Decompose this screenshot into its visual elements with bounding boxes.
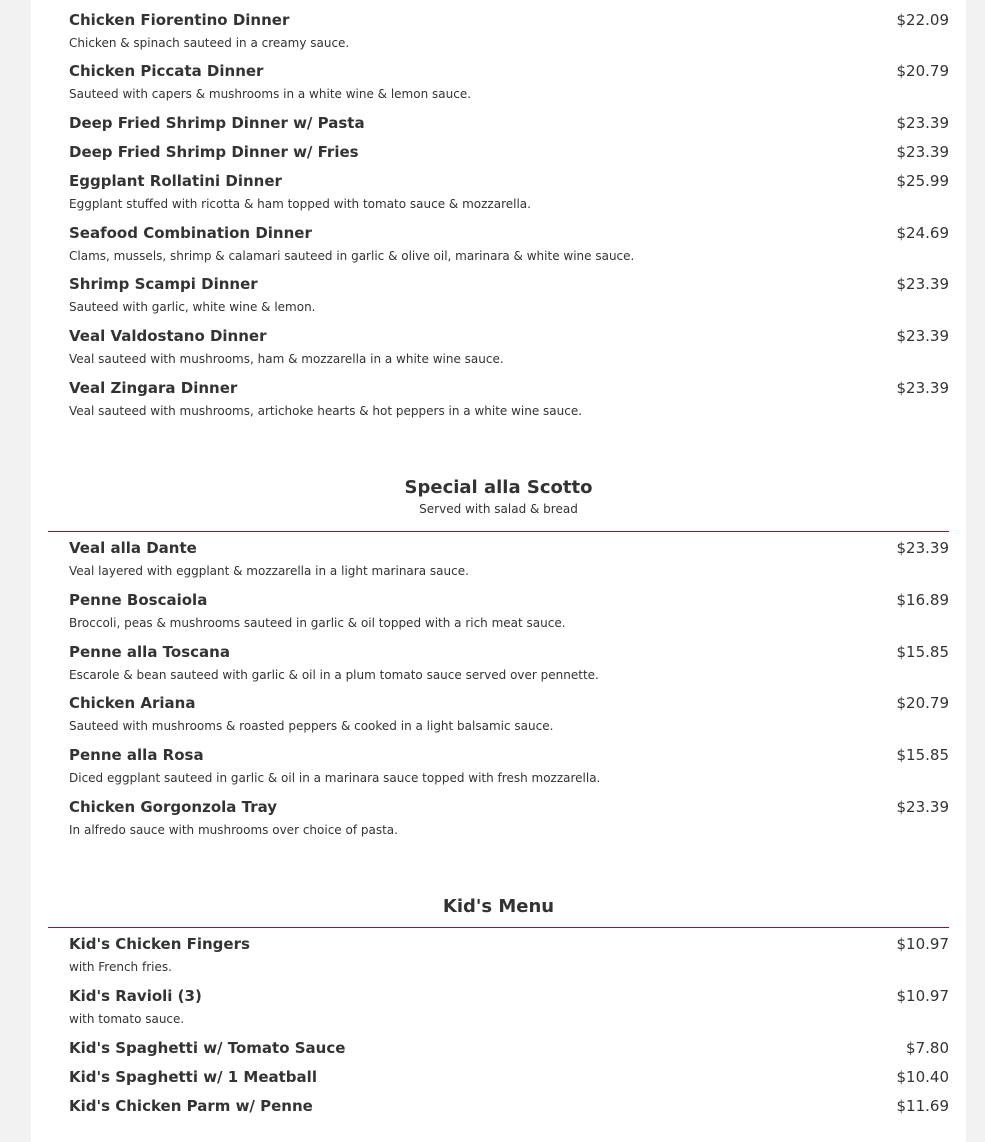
menu-item-row (69, 934, 949, 954)
menu-item-price: $23.39 (896, 327, 949, 345)
menu-item-row (69, 693, 949, 713)
menu-item-name: Shrimp Scampi Dinner (69, 275, 258, 293)
menu-item[interactable] (48, 326, 949, 368)
menu-item-price: $11.69 (896, 1097, 949, 1115)
menu-item-name: Kid's Chicken Fingers (69, 935, 250, 953)
menu-item[interactable] (48, 223, 949, 265)
menu-item-name: Veal Zingara Dinner (69, 379, 238, 397)
menu-item[interactable] (48, 10, 949, 52)
menu-item-description: with tomato sauce. (69, 1012, 185, 1026)
menu-item-price: $23.39 (896, 114, 949, 132)
menu-item[interactable] (48, 274, 949, 316)
menu-item-row (69, 1067, 949, 1087)
category-header (48, 476, 949, 518)
menu-item[interactable] (48, 61, 949, 103)
menu-item-row (69, 171, 949, 191)
menu-item-row (69, 142, 949, 162)
category-title: Kid's Menu (442, 896, 555, 917)
menu-item[interactable] (48, 590, 949, 632)
menu-item-row (69, 986, 949, 1006)
menu-item[interactable] (48, 934, 949, 976)
menu-page (31, 0, 966, 1142)
menu-item-price: $7.80 (906, 1039, 949, 1057)
menu-item-name: Eggplant Rollatini Dinner (69, 172, 282, 190)
menu-item-row (69, 1038, 949, 1058)
menu-item-name: Kid's Spaghetti w/ Tomato Sauce (69, 1039, 346, 1057)
menu-item-price: $23.39 (896, 539, 949, 557)
menu-item-price: $20.79 (896, 62, 949, 80)
menu-item-row (69, 590, 949, 610)
menu-item-price: $10.97 (896, 987, 949, 1005)
menu-item-row (69, 223, 949, 243)
menu-item-description: In alfredo sauce with mushrooms over choice of pasta. (69, 823, 398, 837)
menu-item-price: $25.99 (896, 172, 949, 190)
menu-item-description: Broccoli, peas & mushrooms sauteed in garlic & oil topped with a rich meat sauce. (69, 616, 566, 630)
menu-item-row (69, 326, 949, 346)
menu-item-row (69, 1096, 949, 1116)
menu-item-description: Escarole & bean sauteed with garlic & oil in a plum tomato sauce served over pennette. (69, 668, 599, 682)
menu-item-row (69, 10, 949, 30)
menu-item-description: Veal sauteed with mushrooms, ham & mozzarella in a white wine sauce. (69, 352, 504, 366)
menu-item-price: $15.85 (896, 746, 949, 764)
menu-item-name: Veal Valdostano Dinner (69, 327, 267, 345)
menu-item-name: Penne alla Rosa (69, 746, 204, 764)
menu-item-description: Clams, mussels, shrimp & calamari sauteed in garlic & olive oil, marinara & white wine sauce. (69, 249, 635, 263)
menu-item-name: Penne Boscaiola (69, 591, 208, 609)
menu-item-row (69, 61, 949, 81)
menu-item[interactable] (48, 538, 949, 580)
menu-item-price: $24.69 (896, 224, 949, 242)
menu-item-price: $10.97 (896, 935, 949, 953)
menu-item-name: Kid's Chicken Parm w/ Penne (69, 1097, 313, 1115)
menu-item-price: $23.39 (896, 143, 949, 161)
menu-item-price: $23.39 (896, 798, 949, 816)
category-divider (48, 531, 949, 532)
menu-item-row (69, 797, 949, 817)
menu-item[interactable] (48, 378, 949, 420)
menu-item[interactable] (48, 693, 949, 735)
menu-item-description: with French fries. (69, 960, 172, 974)
menu-item-description: Sauteed with mushrooms & roasted peppers & cooked in a light balsamic sauce. (69, 719, 554, 733)
menu-item-row (69, 745, 949, 765)
menu-item-name: Chicken Fiorentino Dinner (69, 11, 290, 29)
category-header (48, 895, 949, 919)
menu-item-name: Deep Fried Shrimp Dinner w/ Pasta (69, 114, 365, 132)
menu-item-row (69, 642, 949, 662)
menu-item-name: Kid's Spaghetti w/ 1 Meatball (69, 1068, 317, 1086)
menu-item-name: Seafood Combination Dinner (69, 224, 312, 242)
menu-item-row (69, 538, 949, 558)
menu-item-description: Veal sauteed with mushrooms, artichoke hearts & hot peppers in a white wine sauce. (69, 404, 583, 418)
menu-item-price: $23.39 (896, 379, 949, 397)
menu-item[interactable] (48, 1096, 949, 1116)
menu-item-name: Chicken Ariana (69, 694, 196, 712)
menu-item[interactable] (48, 171, 949, 213)
menu-item-price: $22.09 (896, 11, 949, 29)
category-divider (48, 927, 949, 928)
menu-item[interactable] (48, 113, 949, 133)
menu-item-name: Deep Fried Shrimp Dinner w/ Fries (69, 143, 359, 161)
menu-item-name: Chicken Gorgonzola Tray (69, 798, 278, 816)
menu-item-price: $20.79 (896, 694, 949, 712)
menu-item-price: $15.85 (896, 643, 949, 661)
menu-item[interactable] (48, 1067, 949, 1087)
menu-item-name: Chicken Piccata Dinner (69, 62, 264, 80)
menu-item[interactable] (48, 797, 949, 839)
menu-item-description: Eggplant stuffed with ricotta & ham topped with tomato sauce & mozzarella. (69, 197, 531, 211)
menu-item-row (69, 378, 949, 398)
menu-item[interactable] (48, 1038, 949, 1058)
menu-item[interactable] (48, 986, 949, 1028)
menu-item-price: $10.40 (896, 1068, 949, 1086)
menu-item-row (69, 274, 949, 294)
menu-item-description: Veal layered with eggplant & mozzarella in a light marinara sauce. (69, 564, 469, 578)
category-title: Special alla Scotto (404, 477, 593, 498)
menu-item-price: $23.39 (896, 275, 949, 293)
menu-item[interactable] (48, 642, 949, 684)
menu-item[interactable] (48, 142, 949, 162)
menu-item-name: Penne alla Toscana (69, 643, 230, 661)
menu-item-description: Chicken & spinach sauteed in a creamy sauce. (69, 36, 350, 50)
menu-item-name: Veal alla Dante (69, 539, 197, 557)
menu-item-description: Sauteed with capers & mushrooms in a white wine & lemon sauce. (69, 87, 472, 101)
menu-item-row (69, 113, 949, 133)
menu-item-price: $16.89 (896, 591, 949, 609)
menu-item-name: Kid's Ravioli (3) (69, 987, 202, 1005)
menu-item-description: Sauteed with garlic, white wine & lemon. (69, 300, 316, 314)
menu-item-description: Diced eggplant sauteed in garlic & oil in a marinara sauce topped with fresh mozzarella. (69, 771, 601, 785)
menu-item[interactable] (48, 745, 949, 787)
category-subtitle: Served with salad & bread (419, 502, 578, 516)
